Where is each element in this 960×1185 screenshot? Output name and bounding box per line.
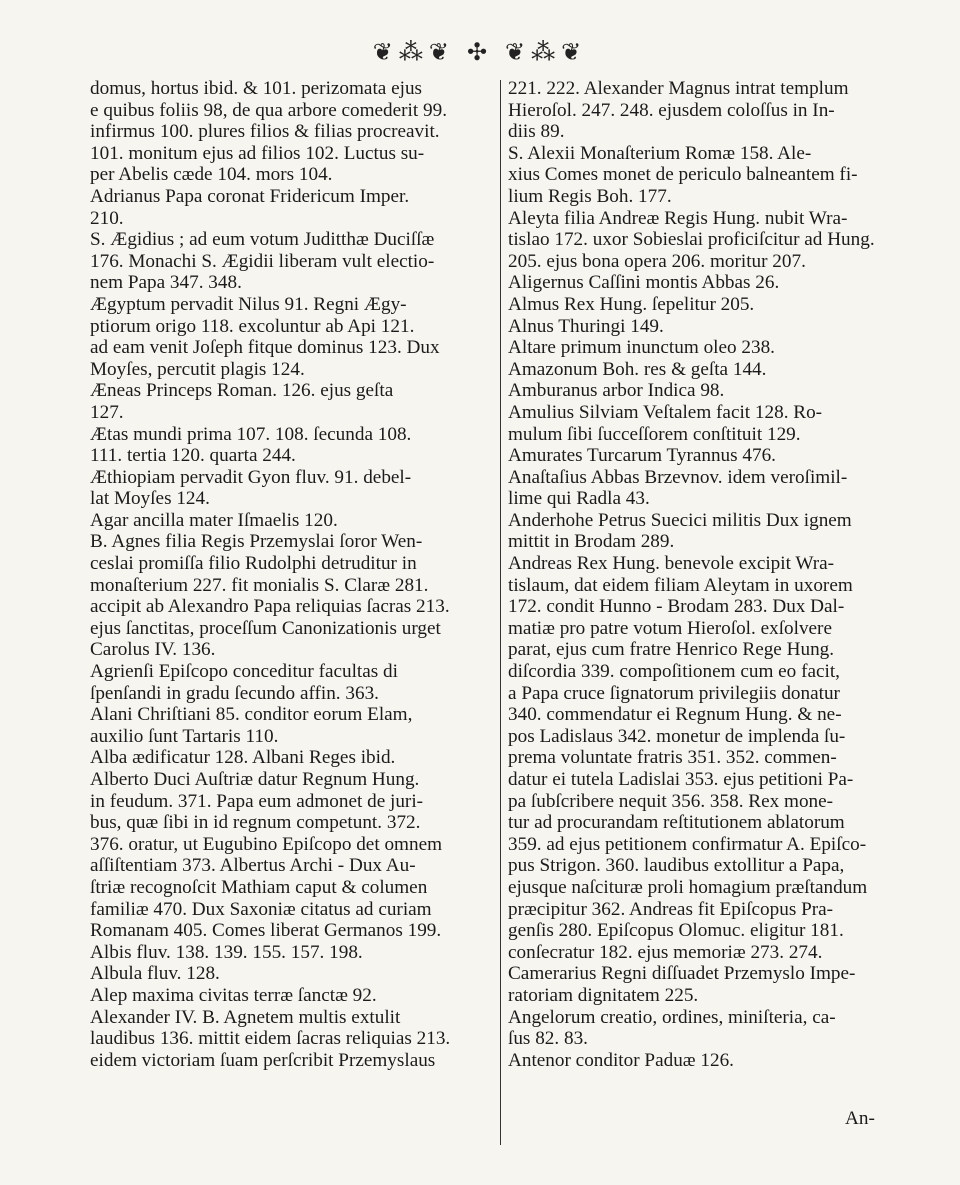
index-line: Ætas mundi prima 107. 108. ſecunda 108. (90, 423, 412, 445)
index-line: 376. oratur, ut Eugubino Epiſcopo det omnem (90, 833, 443, 855)
index-line: auxilio ſunt Tartaris 110. (90, 725, 279, 747)
index-line: ejus ſanctitas, proceſſum Canonizationis urget (90, 617, 441, 639)
index-line: lime qui Radla 43. (508, 488, 650, 510)
index-line: Agrienſi Epiſcopo conceditur facultas di (90, 661, 398, 683)
index-line: ſtriæ recognoſcit Mathiam caput & columen (90, 876, 428, 898)
index-line: Amazonum Boh. res & geſta 144. (508, 358, 767, 380)
index-line: Amurates Turcarum Tyrannus 476. (508, 445, 776, 467)
catchword: An- (845, 1108, 875, 1129)
index-line: Amulius Silviam Veſtalem facit 128. Ro- (508, 401, 823, 423)
index-line: Aligernus Caſſini montis Abbas 26. (508, 272, 780, 294)
index-line: Agar ancilla mater Iſmaelis 120. (90, 509, 338, 531)
index-line: pos Ladislaus 342. monetur de implenda ſu- (508, 725, 846, 747)
index-line: nem Papa 347. 348. (90, 272, 242, 294)
index-line: datur ei tutela Ladislai 353. ejus petitioni Pa- (508, 769, 854, 790)
index-line: ceslai promiſſa filio Rudolphi detruditur in (90, 553, 417, 575)
index-line: Camerarius Regni diſſuadet Przemyslo Impe- (508, 963, 856, 985)
index-line: Alexander IV. B. Agnetem multis extulit (90, 1006, 401, 1028)
index-line: Anaſtaſius Abbas Brzevnov. idem veroſimil- (508, 466, 848, 488)
index-line: Carolus IV. 136. (90, 639, 216, 661)
index-line: tislao 172. uxor Sobieslai proficiſcitur ad Hung. (508, 229, 875, 251)
index-line: B. Agnes filia Regis Przemyslai ſoror Wen- (90, 531, 423, 553)
index-line: 205. ejus bona opera 206. moritur 207. (508, 250, 806, 272)
index-line: aſſiſtentiam 373. Albertus Archi - Dux Au- (90, 855, 416, 877)
index-line: Alnus Thuringi 149. (508, 315, 664, 337)
index-line: Andreas Rex Hung. benevole excipit Wra- (508, 553, 835, 575)
index-line: bus, quæ ſibi in id regnum competunt. 372. (90, 812, 421, 834)
index-line: 359. ad ejus petitionem confirmatur A. Epiſco- (508, 833, 867, 855)
index-line: Ægyptum pervadit Nilus 91. Regni Ægy- (90, 293, 407, 315)
index-line: prema voluntate fratris 351. 352. commen- (508, 747, 837, 769)
index-line: Albula fluv. 128. (90, 963, 220, 985)
index-line: præcipitur 362. Andreas fit Epiſcopus Pra- (508, 898, 834, 920)
index-line: conſecratur 182. ejus memoriæ 273. 274. (508, 941, 823, 963)
index-line: Æneas Princeps Roman. 126. ejus geſta (90, 380, 394, 402)
index-line: Hieroſol. 247. 248. ejusdem coloſſus in In- (508, 99, 835, 121)
left-column (90, 78, 502, 1071)
index-line: Angelorum creatio, ordines, miniſteria, ca- (508, 1006, 836, 1028)
index-line: tislaum, dat eidem filiam Aleytam in uxorem (508, 574, 853, 596)
index-line: in feudum. 371. Papa eum admonet de juri- (90, 790, 424, 812)
index-line: Altare primum inunctum oleo 238. (508, 337, 775, 359)
index-line: e quibus foliis 98, de qua arbore comederit 99. (90, 99, 448, 121)
index-line: 172. condit Hunno - Brodam 283. Dux Dal- (508, 596, 845, 618)
index-line: parat, ejus cum fratre Henrico Rege Hung. (508, 639, 835, 661)
index-line: Anderhohe Petrus Suecici militis Dux ignem (508, 509, 852, 531)
index-line: ejusque naſcituræ proli homagium præſtandum (508, 876, 868, 898)
index-line: xius Comes monet de periculo balneantem fi- (508, 164, 858, 186)
index-line: Amburanus arbor Indica 98. (508, 380, 725, 402)
index-line: Alani Chriſtiani 85. conditor eorum Elam, (90, 704, 413, 726)
index-line: genſis 280. Epiſcopus Olomuc. eligitur 181. (508, 920, 844, 942)
index-line: mulum ſibi ſucceſſorem conſtituit 129. (508, 423, 801, 445)
index-line: matiæ pro patre votum Hieroſol. exſolvere (508, 617, 832, 639)
index-line: Antenor conditor Paduæ 126. (508, 1049, 734, 1071)
index-line: pus Strigon. 360. laudibus extollitur a Papa, (508, 855, 845, 877)
index-line: 340. commendatur ei Regnum Hung. & ne- (508, 704, 842, 726)
index-line: ſus 82. 83. (508, 1028, 588, 1050)
index-line: per Abelis cæde 104. mors 104. (90, 164, 333, 186)
index-line: mittit in Brodam 289. (508, 531, 675, 553)
index-line: laudibus 136. mittit eidem ſacras reliquias 213. (90, 1028, 451, 1050)
column-divider (500, 80, 501, 1145)
index-line: 127. (90, 401, 124, 423)
index-line: diis 89. (508, 121, 565, 143)
header-ornament: ❦⁂❦ ✣ ❦⁂❦ (372, 40, 588, 66)
index-line: Adrianus Papa coronat Fridericum Imper. (90, 185, 410, 207)
index-line: 111. tertia 120. quarta 244. (90, 445, 296, 467)
index-line: ratoriam dignitatem 225. (508, 984, 699, 1006)
index-line: Aleyta filia Andreæ Regis Hung. nubit Wra- (508, 207, 848, 229)
index-line: Alba ædificatur 128. Albani Reges ibid. (90, 747, 396, 769)
index-line: Alep maxima civitas terræ ſanctæ 92. (90, 984, 377, 1006)
index-line: diſcordia 339. compoſitionem cum eo facit, (508, 661, 840, 683)
index-line: 221. 222. Alexander Magnus intrat templum (508, 78, 849, 99)
index-line: Romanam 405. Comes liberat Germanos 199. (90, 920, 442, 942)
index-line: S. Ægidius ; ad eum votum Juditthæ Duciſſæ (90, 229, 435, 251)
index-line: a Papa cruce ſignatorum privilegiis donatur (508, 682, 840, 704)
index-line: domus, hortus ibid. & 101. perizomata ejus (90, 78, 423, 99)
index-line: infirmus 100. plures filios & filias procreavit. (90, 121, 440, 143)
index-line: ſpenſandi in gradu ſecundo affin. 363. (90, 682, 379, 704)
index-line: lat Moyſes 124. (90, 488, 210, 510)
index-line: 101. monitum ejus ad filios 102. Luctus su- (90, 142, 425, 164)
index-line: Æthiopiam pervadit Gyon fluv. 91. debel- (90, 466, 412, 488)
index-line: ad eam venit Joſeph fitque dominus 123. Dux (90, 337, 440, 359)
index-line: ptiorum origo 118. excoluntur ab Api 121. (90, 315, 415, 337)
index-line: familiæ 470. Dux Saxoniæ citatus ad curiam (90, 898, 432, 920)
index-line: monaſterium 227. fit monialis S. Claræ 281. (90, 574, 429, 596)
index-line: pa ſubſcribere nequit 356. 358. Rex mone- (508, 790, 834, 812)
right-column (508, 78, 928, 1071)
index-line: Albis fluv. 138. 139. 155. 157. 198. (90, 941, 363, 963)
index-line: 210. (90, 207, 124, 229)
index-line: Almus Rex Hung. ſepelitur 205. (508, 293, 755, 315)
index-line: Alberto Duci Auſtriæ datur Regnum Hung. (90, 769, 420, 790)
index-line: Moyſes, percutit plagis 124. (90, 358, 305, 380)
index-line: tur ad procurandam reſtitutionem ablatorum (508, 812, 845, 834)
index-line: eidem victoriam ſuam perſcribit Przemyslaus (90, 1049, 436, 1071)
index-line: 176. Monachi S. Ægidii liberam vult electio- (90, 250, 435, 272)
index-line: accipit ab Alexandro Papa reliquias ſacras 213. (90, 596, 450, 618)
index-line: S. Alexii Monaſterium Romæ 158. Ale- (508, 142, 812, 164)
index-line: lium Regis Boh. 177. (508, 185, 672, 207)
